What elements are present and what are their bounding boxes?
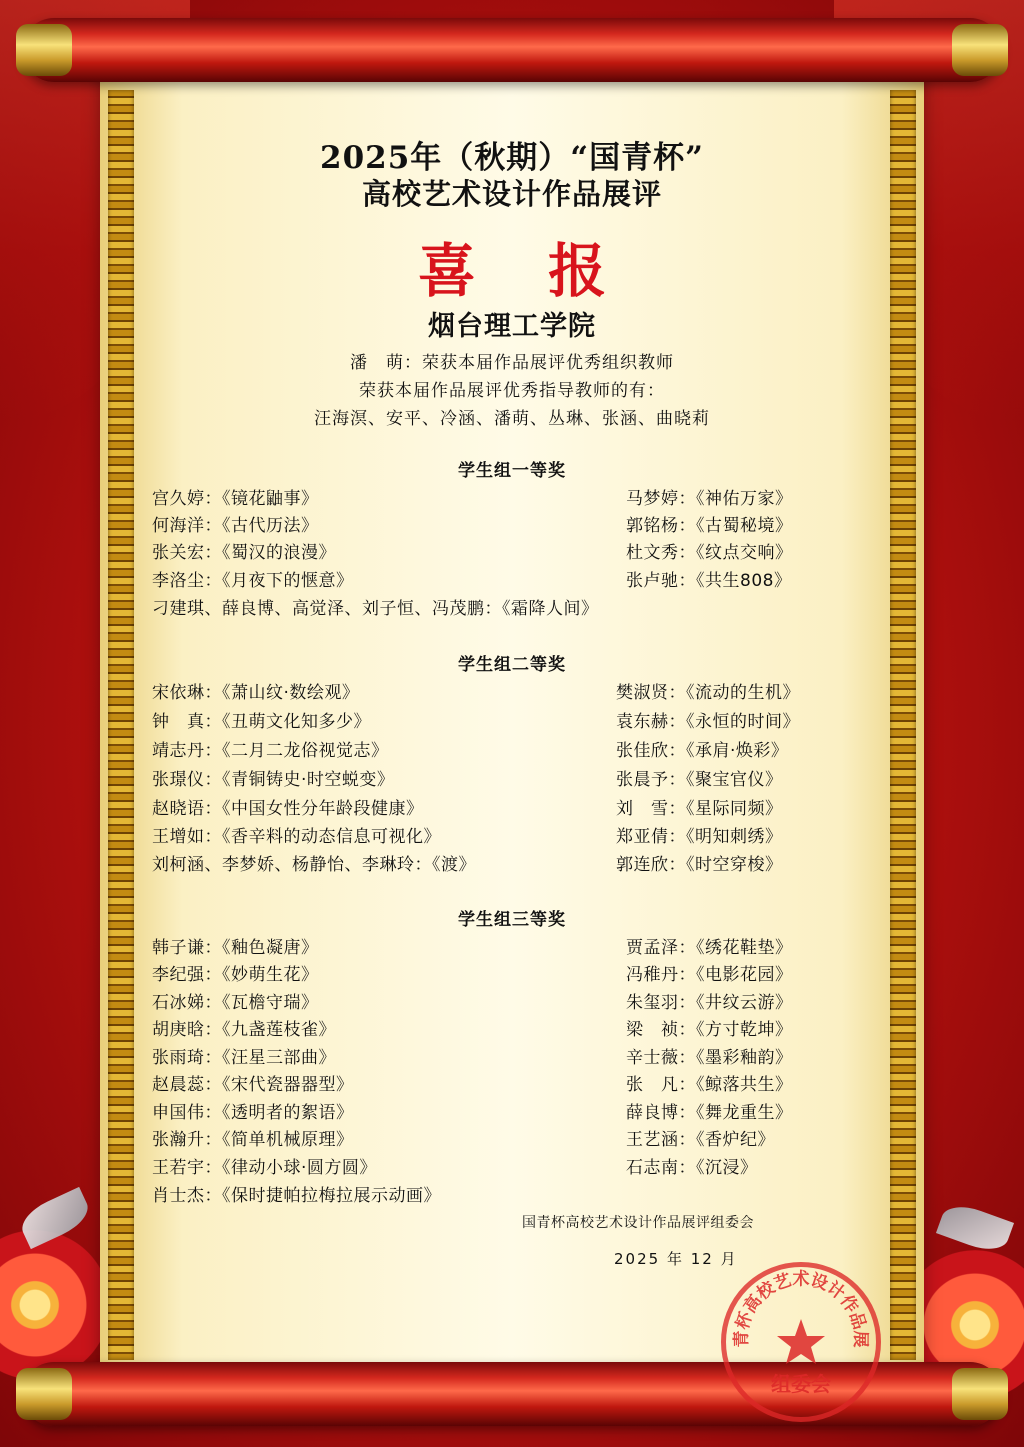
award-left: 靖志丹：《二月二龙俗视觉志》 [152,741,389,761]
award-left: 赵晓语：《中国女性分年龄段健康》 [152,799,424,819]
award-right: 刘 雪：《星际同频》 [616,799,783,819]
award-left: 韩子谦：《釉色凝唐》 [152,938,319,958]
award-right: 郭连欣：《时空穿梭》 [616,855,783,875]
list-item [136,538,888,564]
award-left: 肖士杰：《保时捷帕拉梅拉展示动画》 [152,1186,441,1206]
list-item [136,1043,888,1069]
list-item [136,1070,888,1096]
award-right: 杜文秀：《纹点交响》 [626,543,793,563]
list-item [136,794,888,820]
award-left: 赵晨蕊：《宋代瓷器器型》 [152,1075,354,1095]
award-left: 何海洋：《古代历法》 [152,516,319,536]
list-item [136,960,888,986]
list-item [136,1181,888,1207]
official-seal [721,1262,881,1422]
award-right: 薛良博：《舞龙重生》 [626,1103,793,1123]
list-item [136,1153,888,1179]
star-icon [777,1319,825,1364]
award-right: 贾孟泽：《绣花鞋垫》 [626,938,793,958]
issue-date: 2025 年 12 月 [614,1250,738,1268]
organizer-teacher-line: 潘 萌：荣获本届作品展评优秀组织教师 [350,353,674,373]
award-right: 郭铭杨：《古蜀秘境》 [626,516,793,536]
award-left: 胡庚晗：《九盏莲枝雀》 [152,1020,336,1040]
list-item [136,933,888,959]
second-prize-heading: 学生组二等奖 [458,655,566,675]
award-left: 申国伟：《透明者的絮语》 [152,1103,354,1123]
award-right: 樊淑贤：《流动的生机》 [616,683,800,703]
third-prize-heading: 学生组三等奖 [458,910,566,930]
ornamental-border-left [108,90,134,1360]
title-line-1: 2025年（秋期）“国青杯” [320,140,704,176]
award-left: 张璟仪：《青铜铸史·时空蜕变》 [152,770,395,790]
award-left: 石冰娣：《瓦檐守瑞》 [152,993,319,1013]
award-right: 石志南：《沉浸》 [626,1158,758,1178]
award-right: 冯稚丹：《电影花园》 [626,965,793,985]
award-left: 张关宏：《蜀汉的浪漫》 [152,543,336,563]
award-right: 张 凡：《鲸落共生》 [626,1075,793,1095]
award-left: 宫久婷：《镜花鼬事》 [152,489,319,509]
award-right: 郑亚倩：《明知刺绣》 [616,827,783,847]
list-item [136,566,888,592]
seal-center-text: 组委会 [771,1372,831,1396]
school-name: 烟台理工学院 [428,311,596,342]
list-item [136,484,888,510]
ornamental-border-right [890,90,916,1360]
list-item [136,736,888,762]
award-right: 王艺涵：《香炉纪》 [626,1130,775,1150]
list-item [136,850,888,876]
award-left: 刘柯涵、李梦娇、杨静怡、李琳玲：《渡》 [152,855,476,875]
award-right: 袁东赫：《永恒的时间》 [616,712,800,732]
instructor-names-line: 汪海溟、安平、冷涵、潘萌、丛琳、张涵、曲晓莉 [314,409,710,429]
list-item [136,511,888,537]
award-right: 张卢驰：《共生808》 [626,571,792,591]
award-left: 李洛尘：《月夜下的惬意》 [152,571,354,591]
list-item [136,822,888,848]
list-item [136,594,888,620]
instructor-heading-line: 荣获本届作品展评优秀指导教师的有： [359,381,665,401]
award-left: 王增如：《香辛料的动态信息可视化》 [152,827,441,847]
seal-ring-text: 青杯高校艺术设计作品展 [731,1269,871,1348]
first-prize-heading: 学生组一等奖 [458,461,566,481]
title-line-2: 高校艺术设计作品展评 [361,177,662,211]
award-left: 张瀚升：《简单机械原理》 [152,1130,354,1150]
award-left: 钟 真：《丑萌文化知多少》 [152,712,371,732]
award-right: 张晨予：《聚宝官仪》 [616,770,783,790]
list-item [136,1125,888,1151]
award-left: 王若宇：《律动小球·圆方圆》 [152,1158,377,1178]
list-item [136,988,888,1014]
banner-title: 喜 报 [417,237,633,305]
certificate-content [136,90,888,1396]
list-item [136,707,888,733]
award-right: 张佳欣：《承肩·焕彩》 [616,741,789,761]
award-right: 梁 祯：《方寸乾坤》 [626,1020,793,1040]
award-left: 李纪强：《妙萌生花》 [152,965,319,985]
organizer-signature: 国青杯高校艺术设计作品展评组委会 [522,1215,754,1231]
list-item [136,1098,888,1124]
list-item [136,678,888,704]
list-item [136,1015,888,1041]
award-right: 朱玺羽：《井纹云游》 [626,993,793,1013]
flower-decoration-left [0,1230,110,1380]
award-left: 张雨琦：《汪星三部曲》 [152,1048,336,1068]
leaf-decoration [936,1199,1014,1257]
award-left: 宋依琳：《萧山纹·数绘观》 [152,683,360,703]
award-right: 辛士薇：《墨彩釉韵》 [626,1048,793,1068]
list-item [136,765,888,791]
award-right: 马梦婷：《神佑万家》 [626,489,793,509]
award-full: 刁建琪、薛良博、高觉泽、刘子恒、冯茂鹏：《霜降人间》 [152,599,599,619]
scroll-rod-top [22,18,1002,82]
